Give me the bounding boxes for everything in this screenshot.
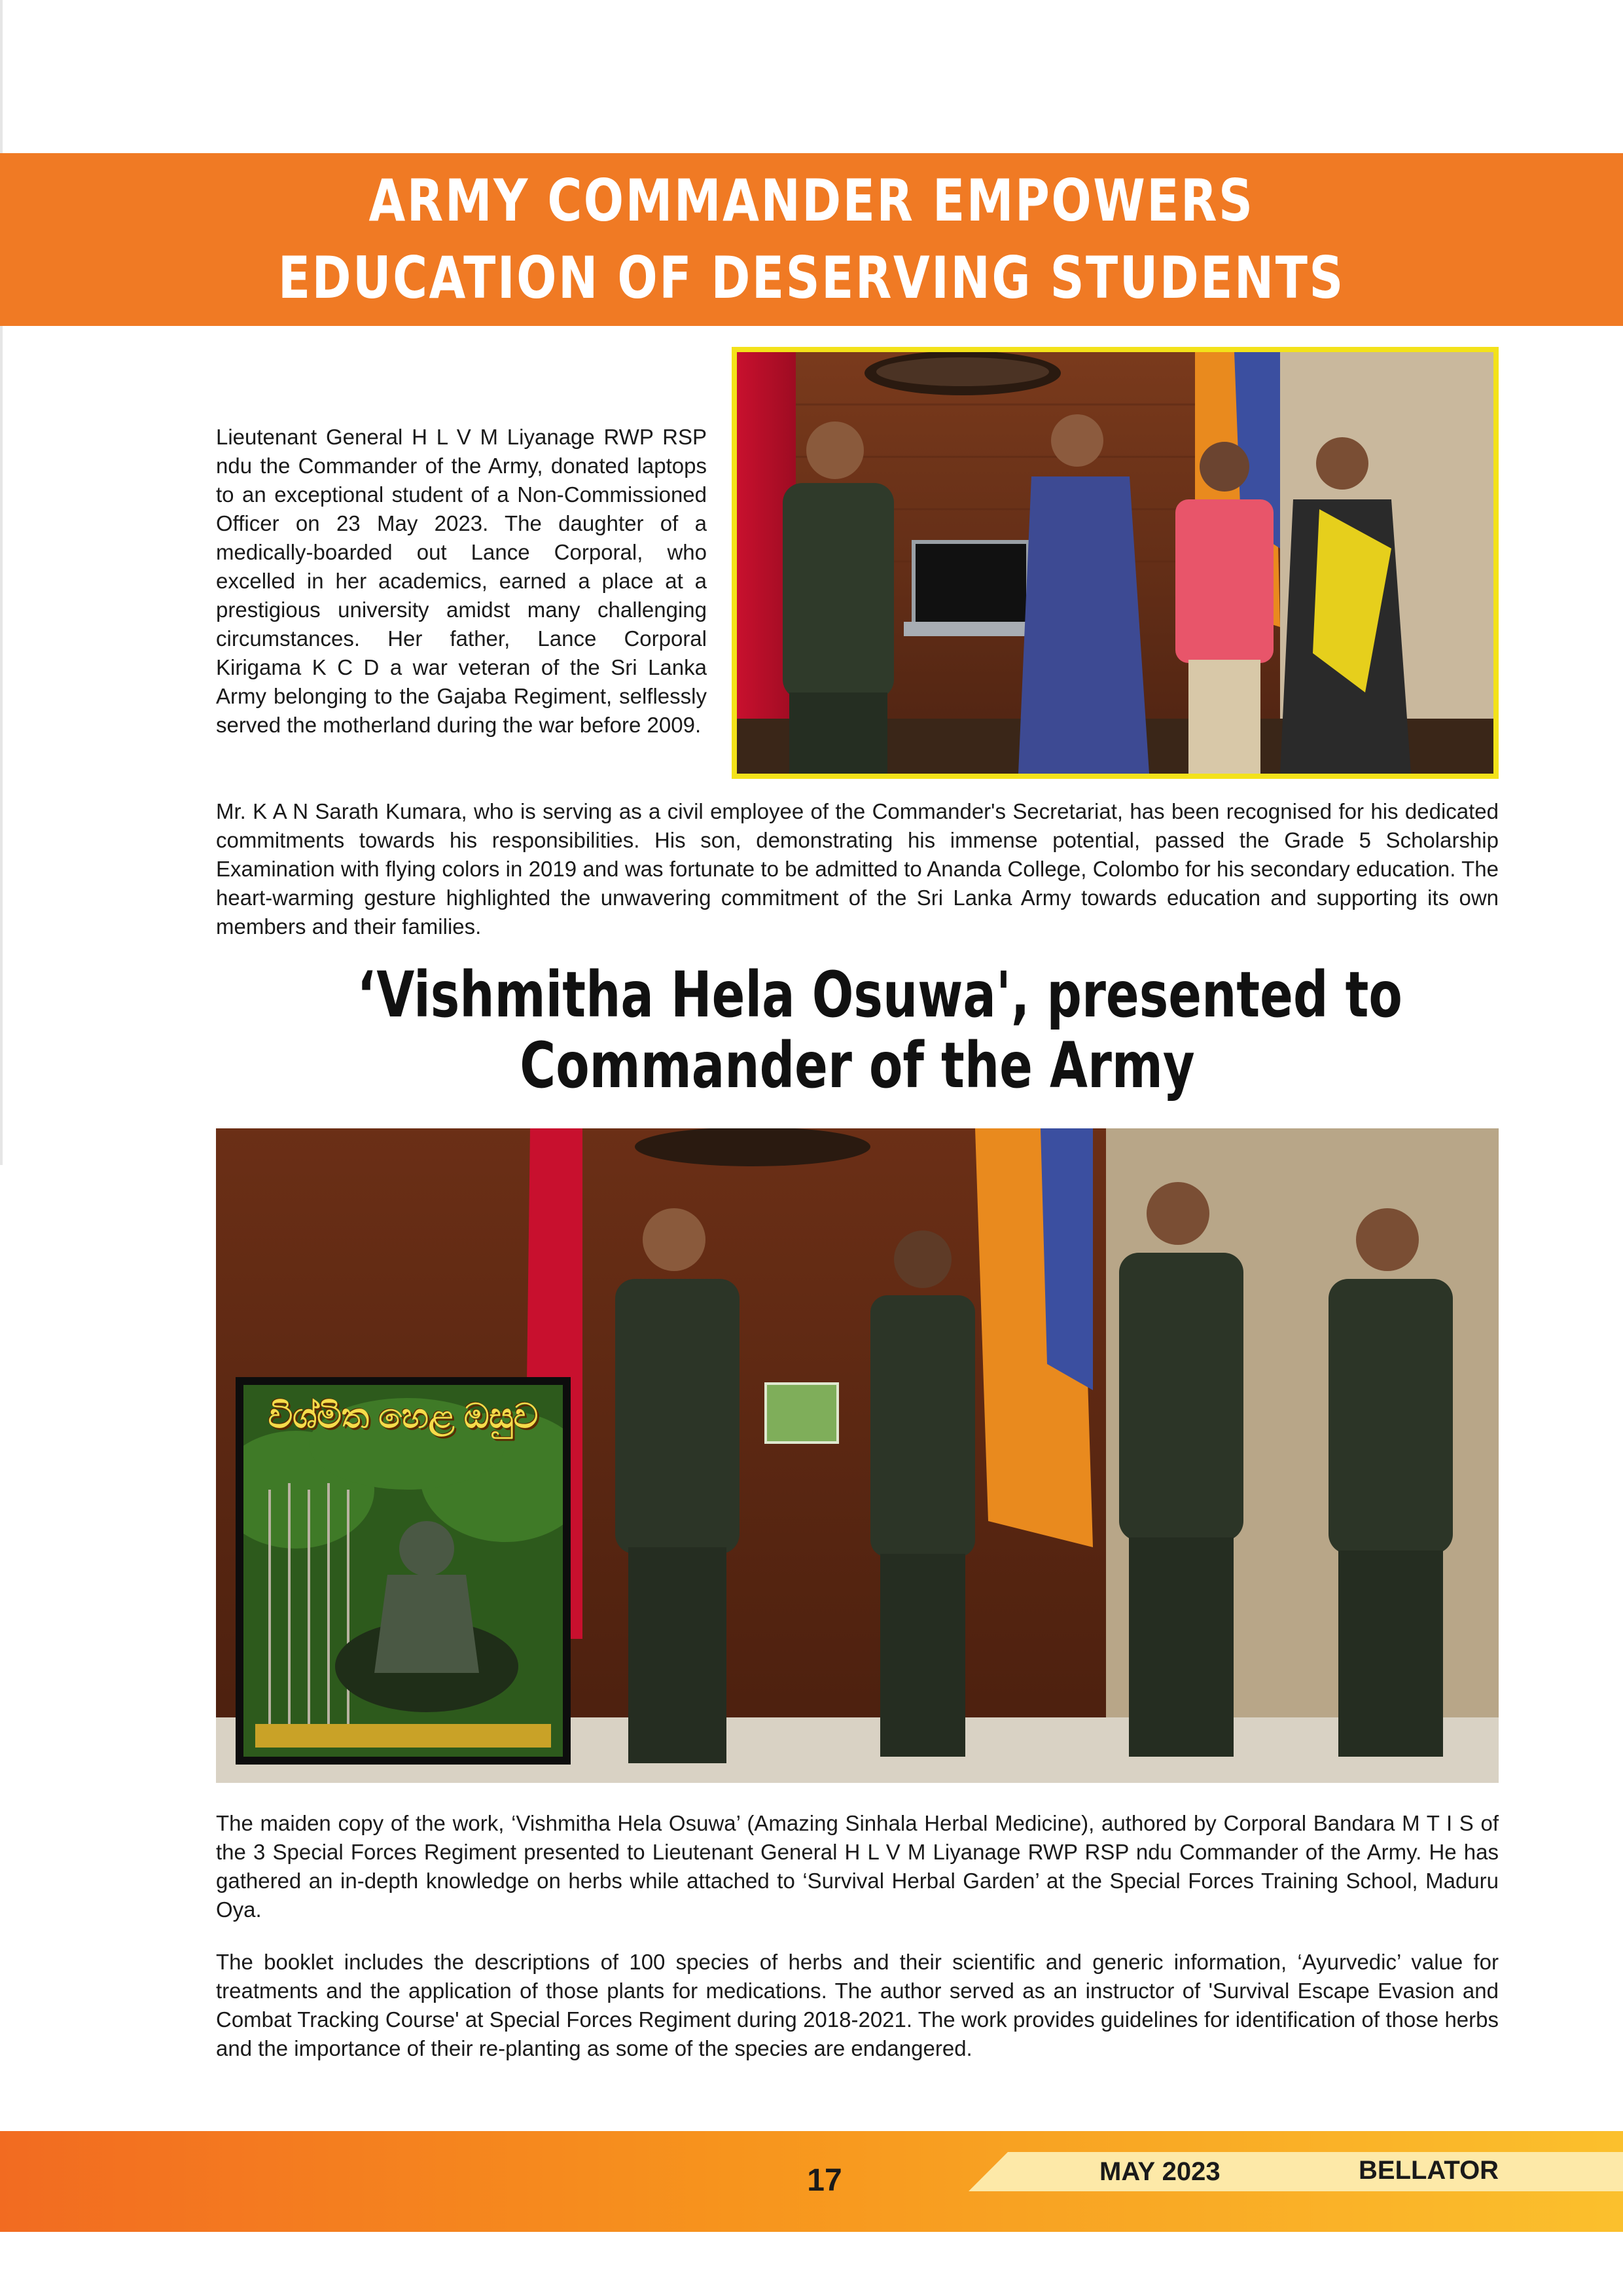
page-number: 17 — [807, 2163, 842, 2198]
issue-month: MAY 2023 — [1099, 2157, 1221, 2186]
article2-paragraph1: The maiden copy of the work, ‘Vishmitha Hela Osuwa’ (Amazing Sinhala Herbal Medicine), authored by Corporal Bandara M T I S of the 3 Special Forces Regiment presented to Lieutenant General H L V M Liyanage RWP RSP ndu Commander of the Army. He has gathered an in-depth knowledge on herbs while attached to ‘Survival Herbal Garden’ at the Special Forces Training School, Maduru Oya. — [216, 1811, 1499, 1922]
laptop-donation-photo — [732, 347, 1499, 779]
article2-title — [216, 960, 1499, 1101]
article1-title-banner — [0, 153, 1623, 326]
book-cover-footer-strip — [255, 1724, 551, 1748]
page-footer — [0, 2131, 1623, 2232]
article1-paragraph1: Lieutenant General H L V M Liyanage RWP RSP ndu the Commander of the Army, donated laptops to an exceptional student of a Non-Commissioned Officer on 23 May 2023. The daughter of a medically-boarded out Lance Corporal, who excelled in her academics, earned a place at a prestigious university amidst many challenging circumstances. Her father, Lance Corporal Kirigama K C D a war veteran of the Sri Lanka Army belonging to the Gajaba Regiment, selflessly served the motherland during the war before 2009. — [216, 425, 707, 737]
book-cover-title: විශ්මිත හෙළ ඔසුව — [268, 1397, 539, 1435]
article2-title-line2: Commander of the Army — [520, 1029, 1195, 1102]
article2-title-line1: ‘Vishmitha Hela Osuwa', presented to — [357, 958, 1402, 1031]
article2-paragraph2: The booklet includes the descriptions of 100 species of herbs and their scientific and generic information, ‘Ayurvedic’ value for treatments and the application of those plants for medications. The author served as an instructor of 'Survival Escape Evasion and Combat Tracking Course' at Special Forces Regiment during 2018-2021. The work provides guidelines for identification of those herbs and the importance of their re-planting as some of the species are endangered. — [216, 1950, 1499, 2060]
article1-title-line1: ARMY COMMANDER EMPOWERS — [368, 167, 1255, 234]
article1-paragraph2: Mr. K A N Sarath Kumara, who is serving as a civil employee of the Commander's Secretariat, has been recognised for his dedicated commitments towards his responsibilities. His son, demonstrating his immense potential, passed the Grade 5 Scholarship Examination with flying colors in 2019 and was fortunate to be admitted to Ananda College, Colombo for his secondary education. The heart-warming gesture highlighted the unwavering commitment of the Sri Lanka Army towards education and supporting its own members and their families. — [216, 799, 1499, 939]
magazine-name: BELLATOR — [1359, 2156, 1499, 2185]
footer-tab — [969, 2152, 1623, 2191]
book-cover-inset — [236, 1377, 571, 1765]
article1-title-line2: EDUCATION OF DESERVING STUDENTS — [278, 244, 1345, 312]
